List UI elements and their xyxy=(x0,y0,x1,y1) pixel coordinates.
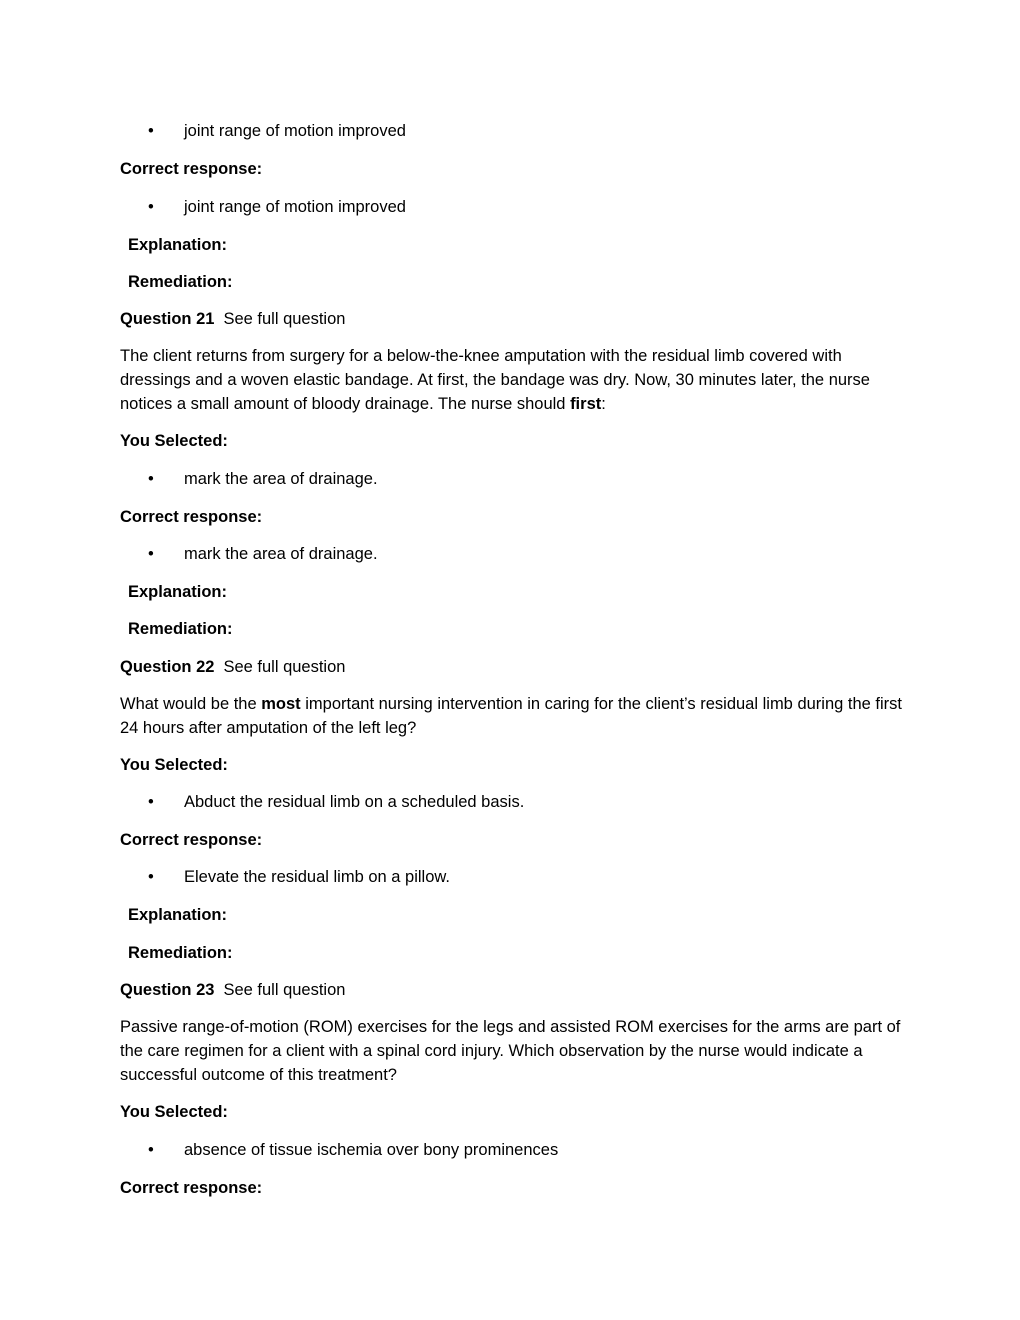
bullet: • xyxy=(148,198,154,216)
question-text-emphasis: first xyxy=(570,395,602,413)
you-selected-label: You Selected: xyxy=(120,432,228,450)
correct-response-label: Correct response: xyxy=(120,1179,263,1197)
remediation-label: Remediation: xyxy=(128,273,233,291)
see-full-question-link[interactable]: See full question xyxy=(223,981,346,999)
selected-answer: joint range of motion improved xyxy=(184,122,406,140)
remediation-label: Remediation: xyxy=(128,620,233,638)
correct-answer: Elevate the residual limb on a pillow. xyxy=(184,868,450,886)
correct-answer: joint range of motion improved xyxy=(184,198,406,216)
correct-answer: mark the area of drainage. xyxy=(184,545,378,563)
question-text-part: : xyxy=(601,395,606,413)
see-full-question-link[interactable]: See full question xyxy=(223,658,346,676)
remediation-label: Remediation: xyxy=(128,944,233,962)
question-header-22 xyxy=(120,657,345,677)
correct-response-label: Correct response: xyxy=(120,831,263,849)
question-text-part: The client returns from surgery for a below-the-knee amputation with the residual limb covered with dressings and a woven elastic bandage. At first, the bandage was dry. Now, 30 minutes later, the nurse notices a small amount of bloody drainage. The nurse should xyxy=(120,347,870,413)
explanation-label: Explanation: xyxy=(128,906,228,924)
selected-answer: mark the area of drainage. xyxy=(184,470,378,488)
question-text-21 xyxy=(120,344,910,416)
explanation-label: Explanation: xyxy=(128,236,228,254)
question-text-22 xyxy=(120,692,910,740)
question-header-21 xyxy=(120,309,345,329)
bullet: • xyxy=(148,545,154,563)
question-text-23: Passive range-of-motion (ROM) exercises for the legs and assisted ROM exercises for the arms are part of the care regimen for a client with a spinal cord injury. Which observation by the nurse would indicate a successful outcome of this treatment? xyxy=(120,1018,901,1084)
selected-answer: Abduct the residual limb on a scheduled basis. xyxy=(184,793,525,811)
bullet: • xyxy=(148,470,154,488)
bullet: • xyxy=(148,1141,154,1159)
you-selected-label: You Selected: xyxy=(120,1103,228,1121)
explanation-label: Explanation: xyxy=(128,583,228,601)
correct-response-label: Correct response: xyxy=(120,160,263,178)
question-number: Question 21 xyxy=(120,310,215,328)
question-header-23 xyxy=(120,980,345,1000)
question-number: Question 23 xyxy=(120,981,215,999)
question-text-part: What would be the xyxy=(120,695,262,713)
selected-answer: absence of tissue ischemia over bony prominences xyxy=(184,1141,559,1159)
bullet: • xyxy=(148,122,154,140)
you-selected-label: You Selected: xyxy=(120,756,228,774)
bullet: • xyxy=(148,868,154,886)
correct-response-label: Correct response: xyxy=(120,508,263,526)
question-text-emphasis: most xyxy=(261,695,301,713)
bullet: • xyxy=(148,793,154,811)
question-text-part: important nursing intervention in caring for the client’s residual limb during the first 24 hours after amputation of the left leg? xyxy=(120,695,902,737)
see-full-question-link[interactable]: See full question xyxy=(223,310,346,328)
question-number: Question 22 xyxy=(120,658,215,676)
